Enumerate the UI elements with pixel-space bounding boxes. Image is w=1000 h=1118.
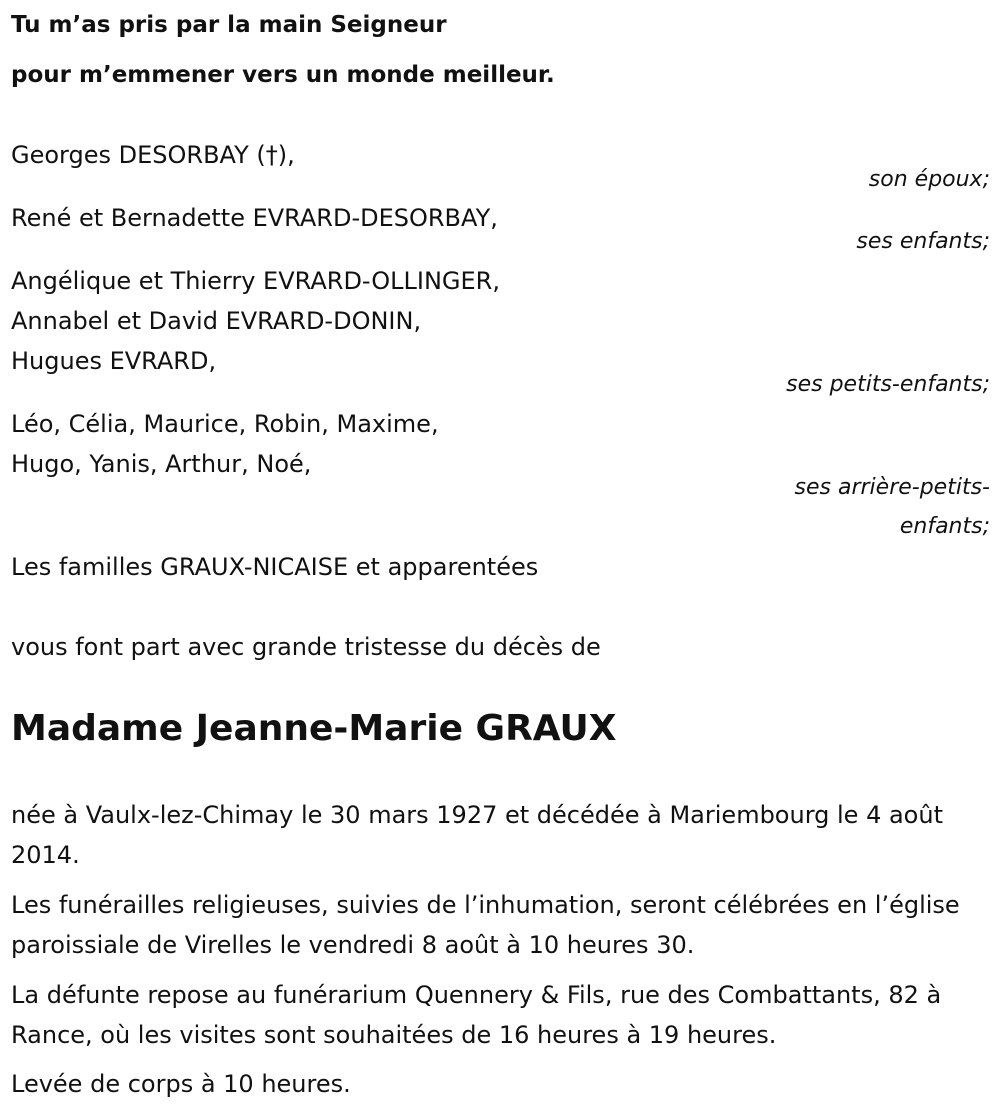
grandchildren-relation: ses petits-enfants; (786, 372, 990, 397)
birth-death-paragraph: née à Vaulx-lez-Chimay le 30 mars 1927 et décédée à Mariembourg le 4 août 2014. (11, 801, 943, 869)
funeral-paragraph: Les funérailles religieuses, suivies de l’inhumation, seront célébrées en l’église paroissiale de Virelles le vendredi 8 août à 10 heures 30. (11, 891, 960, 959)
great-grandchildren-relation-cont: enfants; (899, 514, 990, 539)
great-grandchildren-relation: ses arrière-petits- (794, 475, 990, 500)
levee-paragraph: Levée de corps à 10 heures. (11, 1070, 351, 1098)
repose-paragraph: La défunte repose au funérarium Quennery & Fils, rue des Combattants, 82 à Rance, où les visites sont souhaitées de 16 heures à 19 heures. (11, 981, 942, 1049)
spouse-name: Georges DESORBAY (†), (11, 141, 295, 169)
deceased-name: Madame Jeanne-Marie GRAUX (11, 708, 617, 749)
grandchild-line: Annabel et David EVRARD-DONIN, (11, 307, 422, 335)
children-name: René et Bernadette EVRARD-DESORBAY, (11, 204, 498, 232)
verse-line-2: pour m’emmener vers un monde meilleur. (11, 62, 555, 88)
great-grandchild-line: Léo, Célia, Maurice, Robin, Maxime, (11, 410, 439, 438)
families-line: Les familles GRAUX-NICAISE et apparentées (11, 553, 539, 581)
spouse-relation: son époux; (868, 167, 990, 192)
announcement-line: vous font part avec grande tristesse du décès de (11, 633, 601, 661)
great-grandchild-line: Hugo, Yanis, Arthur, Noé, (11, 450, 312, 478)
children-relation: ses enfants; (856, 229, 990, 254)
verse-line-1: Tu m’as pris par la main Seigneur (11, 12, 447, 38)
grandchild-line: Hugues EVRARD, (11, 347, 217, 375)
grandchild-line: Angélique et Thierry EVRARD-OLLINGER, (11, 267, 500, 295)
